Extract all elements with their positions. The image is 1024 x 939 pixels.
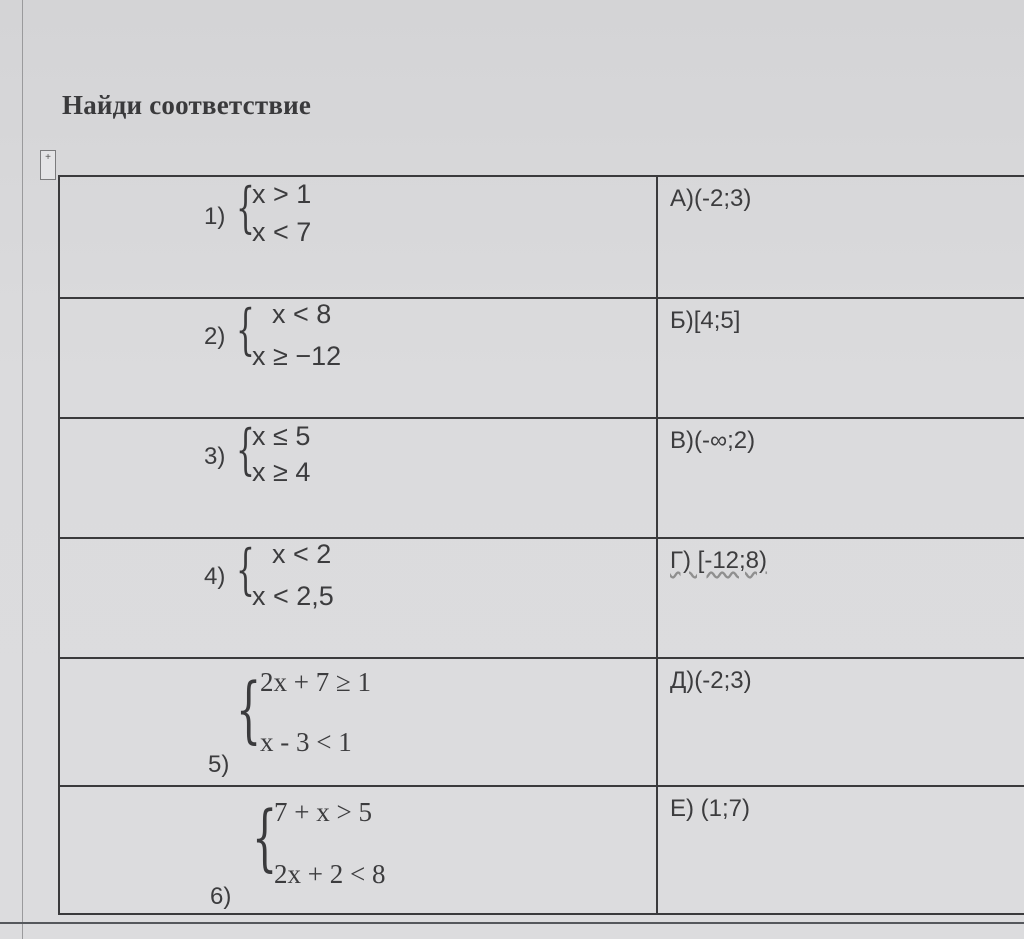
table-row — [59, 418, 1024, 538]
matching-table — [58, 175, 1024, 915]
inequality-line-2: x - 3 < 1 — [260, 727, 352, 757]
inequality-line-1: x < 2 — [272, 539, 332, 569]
system-cell-6 — [59, 786, 657, 914]
left-brace-icon: { — [252, 795, 278, 879]
table-row — [59, 176, 1024, 298]
inequality-line-1: 2x + 7 ≥ 1 — [260, 667, 372, 697]
system-number: 5) — [208, 751, 230, 778]
inequality-line-2: x ≥ −12 — [252, 341, 342, 371]
left-brace-icon: { — [236, 667, 262, 751]
left-brace-icon: { — [236, 418, 255, 481]
left-brace-icon: { — [236, 176, 255, 239]
inequality-line-2: x < 7 — [252, 217, 312, 247]
table-row — [59, 298, 1024, 418]
inequality-line-1: 7 + x > 5 — [274, 797, 372, 827]
system-cell-1 — [59, 176, 657, 298]
option-cell-d — [657, 658, 1024, 786]
inequality-line-1: x > 1 — [252, 179, 312, 209]
system-number: 2) — [204, 323, 226, 350]
system-number: 1) — [204, 203, 226, 230]
option-cell-v — [657, 418, 1024, 538]
system-number: 6) — [210, 883, 232, 910]
option-label: Г) [-12;8) — [670, 547, 768, 574]
inequality-line-2: 2x + 2 < 8 — [274, 859, 386, 889]
system-cell-2 — [59, 298, 657, 418]
page-bottom-line — [0, 922, 1024, 924]
option-cell-b — [657, 298, 1024, 418]
system-number: 4) — [204, 563, 226, 590]
option-cell-a — [657, 176, 1024, 298]
left-brace-icon: { — [236, 538, 255, 601]
system-cell-4 — [59, 538, 657, 658]
table-row — [59, 658, 1024, 786]
system-cell-5 — [59, 658, 657, 786]
table-row — [59, 786, 1024, 914]
page-margin-line — [22, 0, 23, 939]
inequality-line-2: x ≥ 4 — [252, 457, 311, 487]
page-title: Найди соответствие — [62, 90, 312, 120]
option-label: Д)(-2;3) — [670, 667, 752, 694]
table-move-handle[interactable]: + — [40, 150, 56, 180]
option-label: Б)[4;5] — [670, 307, 741, 334]
option-label: А)(-2;3) — [670, 185, 752, 212]
left-brace-icon: { — [236, 298, 255, 361]
system-cell-3 — [59, 418, 657, 538]
system-number: 3) — [204, 443, 226, 470]
option-label: В)(-∞;2) — [670, 427, 756, 454]
table-row — [59, 538, 1024, 658]
option-label: Е) (1;7) — [670, 795, 751, 822]
inequality-line-1: x ≤ 5 — [252, 421, 311, 451]
option-cell-g — [657, 538, 1024, 658]
inequality-line-1: x < 8 — [272, 299, 332, 329]
option-cell-e — [657, 786, 1024, 914]
inequality-line-2: x < 2,5 — [252, 581, 334, 611]
